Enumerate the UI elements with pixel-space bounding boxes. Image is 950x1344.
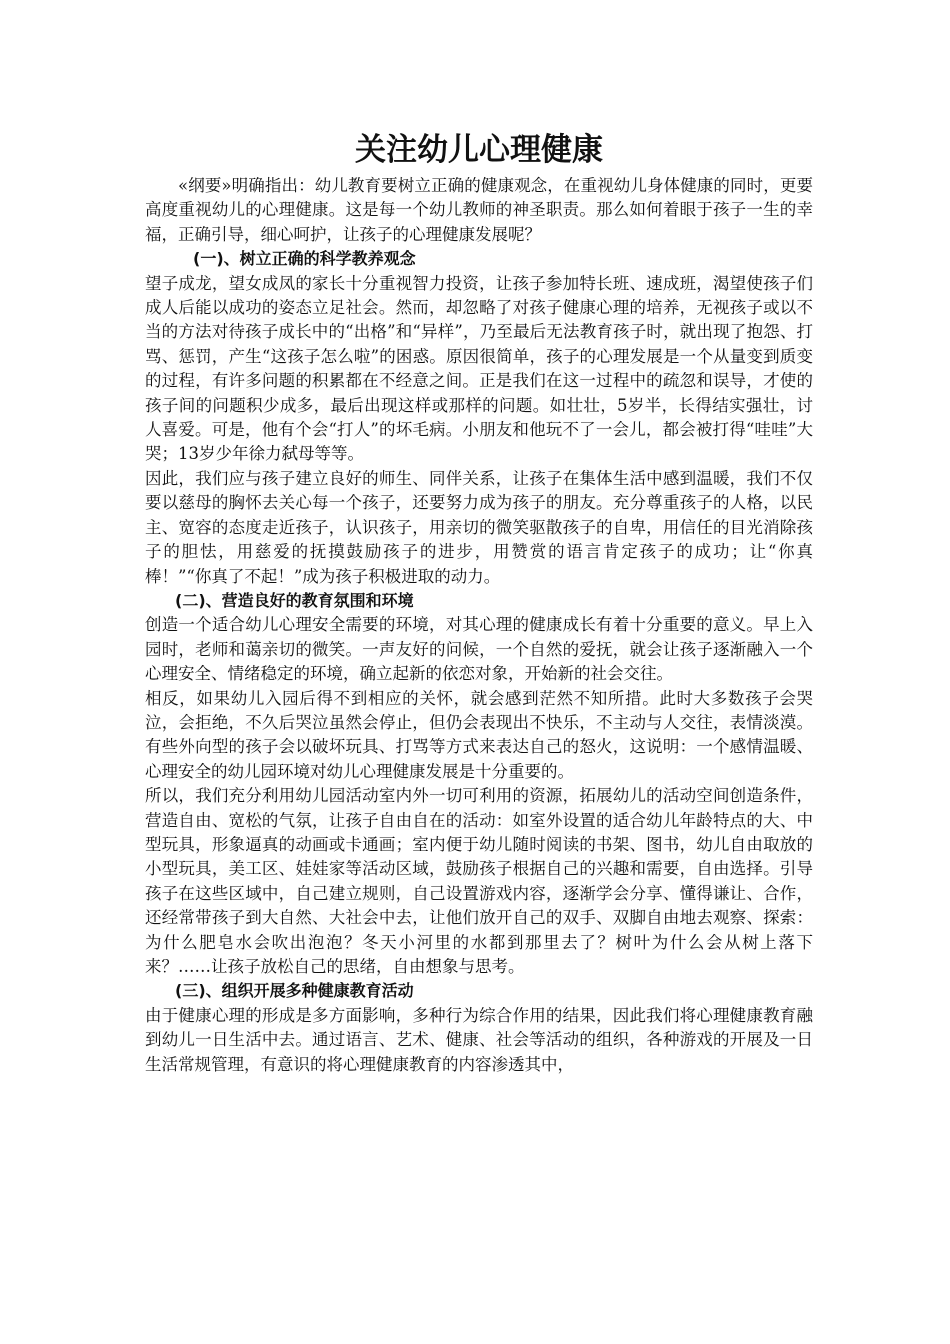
section-2-heading: (二)、营造良好的教育氛围和环境 — [175, 590, 414, 610]
section-2-paragraph-3: 所以，我们充分利用幼儿园活动室内外一切可利用的资源，拓展幼儿的活动空间创造条件，营造自由、宽松的气氛，让孩子自由自在的活动：如室外设置的适合幼儿年龄特点的大、中型玩具，形象逼真的动画或卡通画；室内便于幼儿随时阅读的书架、图书，幼儿自由取放的小型玩具，美工区、娃娃家等活动区域，鼓励孩子根据自己的兴趣和需要，自由选择。引导孩子在这些区域中，自己建立规则，自己设置游戏内容，逐渐学会分享、懂得谦让、合作，还经常带孩子到大自然、大社会中去，让他们放开自己的双手、双脚自由地去观察、探索：为什么肥皂水会吹出泡泡？冬天小河里的水都到那里去了？树叶为什么会从树上落下来？……让孩子放松自己的思绪，自由想象与思考。 — [145, 786, 813, 976]
section-1-heading: (一)、树立正确的科学教养观念 — [193, 249, 416, 269]
intro-paragraph: «纲要»明确指出：幼儿教育要树立正确的健康观念，在重视幼儿身体健康的同时，更要高度重视幼儿的心理健康。这是每一个幼儿教师的神圣职责。那么如何着眼于孩子一生的幸福，正确引导，细心呵护，让孩子的心理健康发展呢？ — [145, 176, 813, 244]
section-2-paragraph-1: 创造一个适合幼儿心理安全需要的环境，对其心理的健康成长有着十分重要的意义。早上入园时，老师和蔼亲切的微笑。一声友好的问候，一个自然的爱抚，就会让孩子逐渐融入一个心理安全、情绪稳定的环境，确立起新的依恋对象，开始新的社会交往。 — [145, 615, 813, 684]
section-3-paragraph-1: 由于健康心理的形成是多方面影响，多种行为综合作用的结果，因此我们将心理健康教育融到幼儿一日生活中去。通过语言、艺术、健康、社会等活动的组织，各种游戏的开展及一日生活常规管理，有意识的将心理健康教育的内容渗透其中， — [145, 1005, 813, 1074]
document-page — [145, 128, 813, 1077]
section-1-paragraph-2: 因此，我们应与孩子建立良好的师生、同伴关系，让孩子在集体生活中感到温暖，我们不仅要以慈母的胸怀去关心每一个孩子，还要努力成为孩子的朋友。充分尊重孩子的人格，以民主、宽容的态度走近孩子，认识孩子，用亲切的微笑驱散孩子的自卑，用信任的目光消除孩子的胆怯，用慈爱的抚摸鼓励孩子的进步，用赞赏的语言肯定孩子的成功；让“你真棒！”“你真了不起！”成为孩子积极进取的动力。 — [145, 468, 813, 586]
section-2-paragraph-2: 相反，如果幼儿入园后得不到相应的关怀，就会感到茫然不知所措。此时大多数孩子会哭泣，会拒绝，不久后哭泣虽然会停止，但仍会表现出不快乐，不主动与人交往，表情淡漠。有些外向型的孩子会以破坏玩具、打骂等方式来表达自己的怒火，这说明：一个感情温暖、心理安全的幼儿园环境对幼儿心理健康发展是十分重要的。 — [145, 688, 813, 781]
section-1-paragraph-1: 望子成龙，望女成凤的家长十分重视智力投资，让孩子参加特长班、速成班，渴望使孩子们成人后能以成功的姿态立足社会。然而，却忽略了对孩子健康心理的培养，无视孩子或以不当的方法对待孩子成长中的“出格”和“异样”，乃至最后无法教育孩子时，就出现了抱怨、打骂、惩罚，产生“这孩子怎么啦”的困惑。原因很简单，孩子的心理发展是一个从量变到质变的过程，有许多问题的积累都在不经意之间。正是我们在这一过程中的疏忽和误导，才使的孩子间的问题积少成多，最后出现这样或那样的问题。如壮壮，5岁半，长得结实强壮，讨人喜爱。可是，他有个会“打人”的坏毛病。小朋友和他玩不了一会儿，都会被打得“哇哇”大哭；13岁少年徐力弑母等等。 — [145, 273, 813, 464]
section-3-heading: (三)、组织开展多种健康教育活动 — [175, 981, 414, 1001]
document-title: 关注幼儿心理健康 — [355, 132, 603, 168]
